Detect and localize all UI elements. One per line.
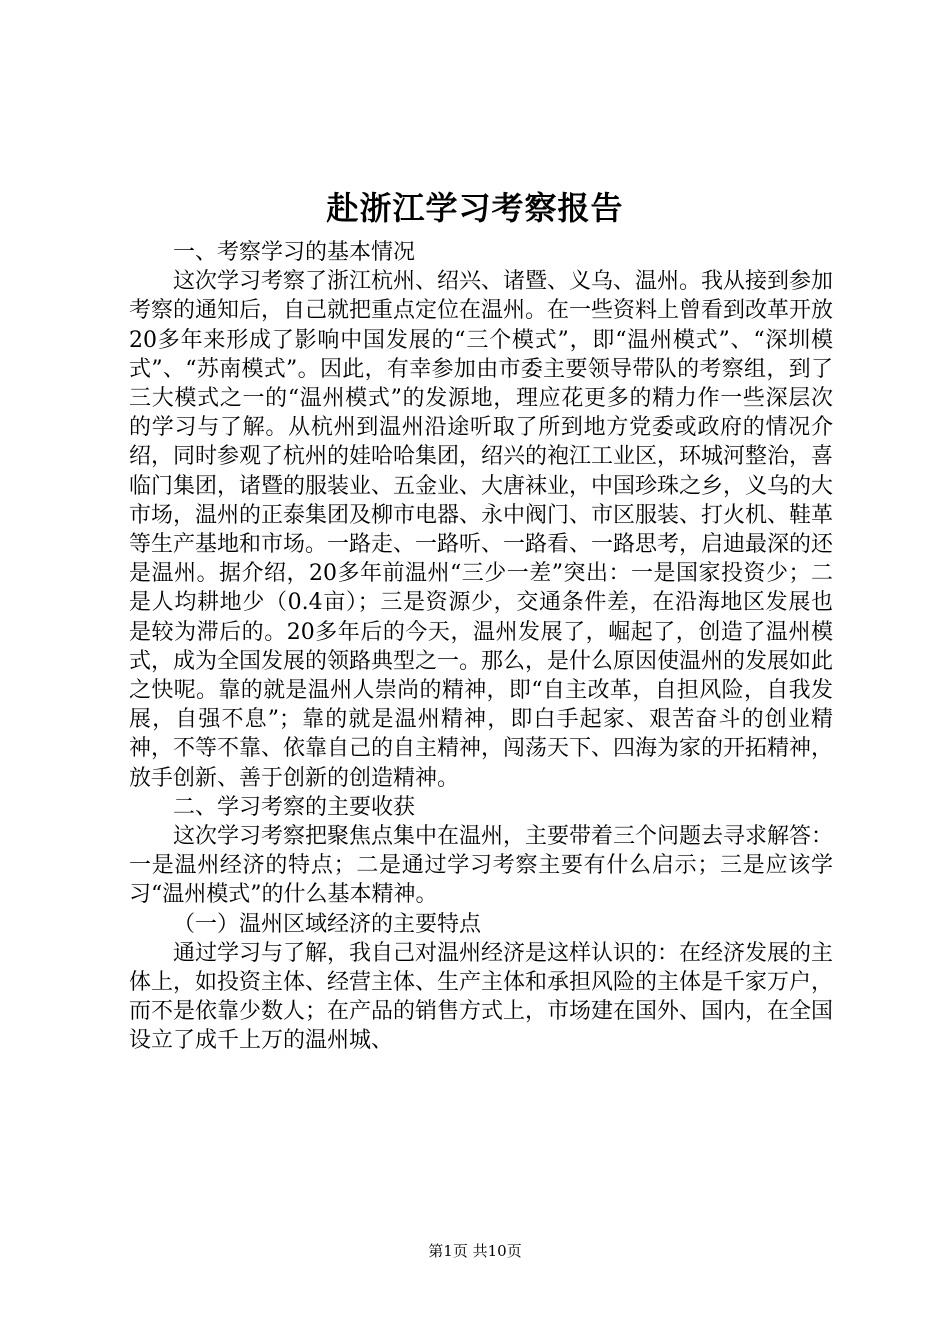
document-title: 赴浙江学习考察报告 [326, 189, 624, 227]
page-number-footer: 第1页 共10页 [428, 1242, 522, 1260]
section-heading: 二、学习考察的主要收获 [173, 794, 416, 820]
paragraph: 这次学习考察把聚焦点集中在温州，主要带着三个问题去寻求解答：一是温州经济的特点；二是通过学习考察主要有什么启示；三是应该学习“温州模式”的什么基本精神。 [129, 824, 834, 908]
subsection-heading: （一）温州区域经济的主要特点 [173, 911, 482, 937]
paragraph: 通过学习与了解，我自己对温州经济是这样认识的：在经济发展的主体上，如投资主体、经营主体、生产主体和承担风险的主体是千家万户，而不是依靠少数人；在产品的销售方式上，市场建在国外、国内，在全国设立了成千上万的温州城、 [129, 940, 834, 1054]
section-heading: 一、考察学习的基本情况 [173, 240, 416, 265]
paragraph: 这次学习考察了浙江杭州、绍兴、诸暨、义乌、温州。我从接到参加考察的通知后，自己就把重点定位在温州。在一些资料上曾看到改革开放20多年来形成了影响中国发展的“三个模式”，即“温州模式”、“深圳模式”、“苏南模式”。因此，有幸参加由市委主要领导带队的考察组，到了三大模式之一的“温州模式”的发源地，理应花更多的精力作一些深层次的学习与了解。从杭州到温州沿途听取了所到地方党委或政府的情况介绍，同时参观了杭州的娃哈哈集团，绍兴的袍江工业区，环城河整治，喜临门集团，诸暨的服装业、五金业、大唐袜业，中国珍珠之乡，义乌的大市场，温州的正泰集团及柳市电器、永中阀门、市区服装、打火机、鞋革等生产基地和市场。一路走、一路听、一路看、一路思考，启迪最深的还是温州。据介绍，20多年前温州“三少一差”突出：一是国家投资少；二是人均耕地少（0.4亩）；三是资源少，交通条件差，在沿海地区发展也是较为滞后的。20多年后的今天，温州发展了，崛起了，创造了温州模式，成为全国发展的领路典型之一。那么，是什么原因使温州的发展如此之快呢。靠的就是温州人崇尚的精神，即“自主改革，自担风险，自我发展，自强不息”；靠的就是温州精神，即白手起家、艰苦奋斗的创业精神，不等不靠、依靠自己的自主精神，闯荡天下、四海为家的开拓精神，放手创新、善于创新的创造精神。 [129, 269, 834, 791]
document-body [129, 238, 833, 1056]
